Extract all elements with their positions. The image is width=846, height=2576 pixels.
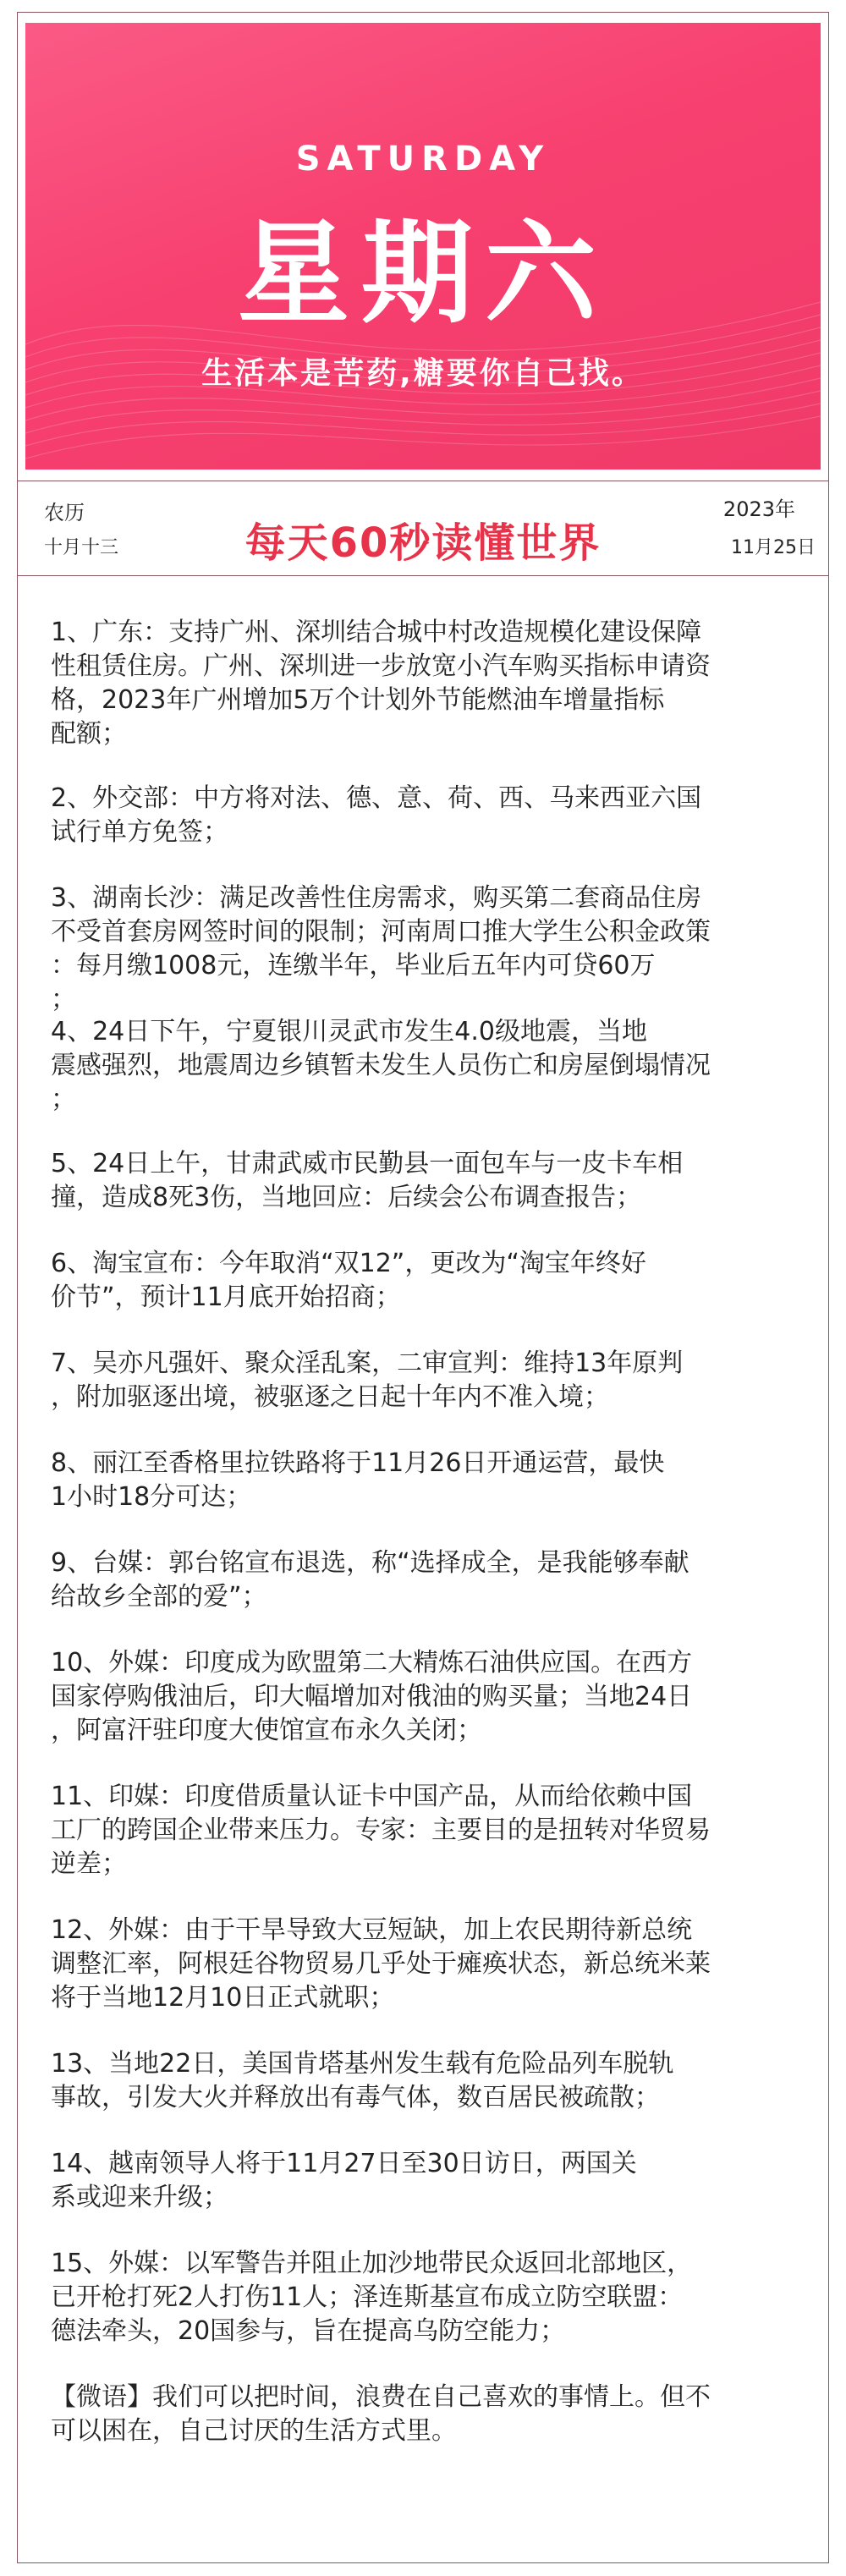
news-item-line: ； xyxy=(51,1085,76,1114)
news-item-line: 震感强烈，地震周边乡镇暂未发生人员伤亡和房屋倒塌情况 xyxy=(51,1051,711,1080)
news-item xyxy=(51,2147,816,2215)
news-item-line: 15、外媒：以军警告并阻止加沙地带民众返回北部地区， xyxy=(51,2249,693,2278)
page-headline: 每天60秒读懂世界 xyxy=(244,519,602,567)
news-item-line: 试行单方免签； xyxy=(51,817,228,847)
news-item xyxy=(51,1347,816,1414)
news-item-line: 性租赁住房。广州、深圳进一步放宽小汽车购买指标申请资 xyxy=(51,651,711,681)
news-item-line: 5、24日上午，甘肃武威市民勤县一面包车与一皮卡车相 xyxy=(51,1149,684,1178)
news-item-line: 调整汇率，阿根廷谷物贸易几乎处于瘫痪状态，新总统米莱 xyxy=(51,1949,711,1979)
news-item xyxy=(51,616,816,751)
news-item xyxy=(51,882,816,1017)
news-item-line: 6、淘宝宣布：今年取消“双12”，更改为“淘宝年终好 xyxy=(51,1249,646,1278)
news-item-line: 3、湖南长沙：满足改善性住房需求，购买第二套商品住房 xyxy=(51,883,702,913)
news-item-line: 格，2023年广州增加5万个计划外节能燃油车增量指标 xyxy=(51,685,665,715)
news-item-line: 将于当地12月10日正式就职； xyxy=(51,1983,395,2013)
news-item-line: ，附加驱逐出境，被驱逐之日起十年内不准入境； xyxy=(51,1382,609,1412)
news-item-line: 12、外媒：由于干旱导致大豆短缺，加上农民期待新总统 xyxy=(51,1915,693,1945)
lunar-date: 十月十三 xyxy=(44,537,119,558)
news-item xyxy=(51,1447,816,1514)
news-item xyxy=(51,1015,816,1117)
lunar-label: 农历 xyxy=(44,501,85,525)
news-item-line: 13、当地22日，美国肯塔基州发生载有危险品列车脱轨 xyxy=(51,2049,674,2079)
news-item-line: 配额； xyxy=(51,719,127,749)
news-item xyxy=(51,2381,816,2448)
news-item-line: 14、越南领导人将于11月27日至30日访日，两国关 xyxy=(51,2149,637,2178)
news-item-line: 系或迎来升级； xyxy=(51,2183,228,2212)
news-item xyxy=(51,1147,816,1215)
news-item xyxy=(51,1247,816,1315)
news-item xyxy=(51,1646,816,1748)
news-item-line: 9、台媒：郭台铭宣布退选，称“选择成全，是我能够奉献 xyxy=(51,1548,689,1578)
weekday-english: SATURDAY xyxy=(295,140,551,179)
news-item xyxy=(51,2047,816,2115)
news-item-line: 价节”，预计11月底开始招商； xyxy=(51,1283,401,1312)
news-item-line: ：每月缴1008元，连缴半年，毕业后五年内可贷60万 xyxy=(51,951,656,980)
banner-motto: 生活本是苦药,糖要你自己找。 xyxy=(201,356,645,391)
date-label: 11月25日 xyxy=(731,537,816,558)
news-item xyxy=(51,782,816,849)
news-item-line: 逆差； xyxy=(51,1849,127,1879)
news-item-line: 1小时18分可达； xyxy=(51,1482,252,1512)
news-item-line: 撞，造成8死3伤，当地回应：后续会公布调查报告； xyxy=(51,1183,642,1212)
news-item-line: 给故乡全部的爱”； xyxy=(51,1582,267,1612)
news-item-line: 10、外媒：印度成为欧盟第二大精炼石油供应国。在西方 xyxy=(51,1648,693,1678)
news-item-line: ； xyxy=(51,985,76,1014)
news-item-line: ，阿富汗驻印度大使馆宣布永久关闭； xyxy=(51,1716,482,1745)
news-item-line: 不受首套房网签时间的限制；河南周口推大学生公积金政策 xyxy=(51,917,711,947)
news-item-line: 8、丽江至香格里拉铁路将于11月26日开通运营，最快 xyxy=(51,1448,665,1478)
year-label: 2023年 xyxy=(722,497,795,521)
news-item-line: 1、广东：支持广州、深圳结合城中村改造规模化建设保障 xyxy=(51,618,702,647)
news-item xyxy=(51,1546,816,1614)
news-item xyxy=(51,1914,816,2015)
news-item-line: 4、24日下午，宁夏银川灵武市发生4.0级地震，当地 xyxy=(51,1017,647,1046)
header-banner xyxy=(25,23,821,470)
news-item-line: 可以困在，自己讨厌的生活方式里。 xyxy=(51,2416,457,2446)
news-item-line: 已开枪打死2人打伤11人；泽连斯基宣布成立防空联盟： xyxy=(51,2282,684,2312)
news-item-line: 2、外交部：中方将对法、德、意、荷、西、马来西亚六国 xyxy=(51,783,702,813)
news-item-line: 国家停购俄油后，印大幅增加对俄油的购买量；当地24日 xyxy=(51,1682,693,1711)
news-item-line: 工厂的跨国企业带来压力。专家：主要目的是扭转对华贸易 xyxy=(51,1815,711,1845)
news-item xyxy=(51,2247,816,2348)
news-item xyxy=(51,1780,816,1881)
news-item-line: 事故，引发大火并释放出有毒气体，数百居民被疏散； xyxy=(51,2083,660,2112)
news-item-line: 11、印媒：印度借质量认证卡中国产品，从而给依赖中国 xyxy=(51,1782,693,1811)
weekday-chinese: 星期六 xyxy=(238,208,608,339)
news-item-line: 德法牵头，20国参与，旨在提高乌防空能力； xyxy=(51,2316,566,2346)
news-item-line: 【微语】我们可以把时间，浪费在自己喜欢的事情上。但不 xyxy=(51,2382,711,2412)
news-item-line: 7、吴亦凡强奸、聚众淫乱案，二审宣判：维持13年原判 xyxy=(51,1348,684,1378)
header-bottom-divider xyxy=(17,575,829,576)
